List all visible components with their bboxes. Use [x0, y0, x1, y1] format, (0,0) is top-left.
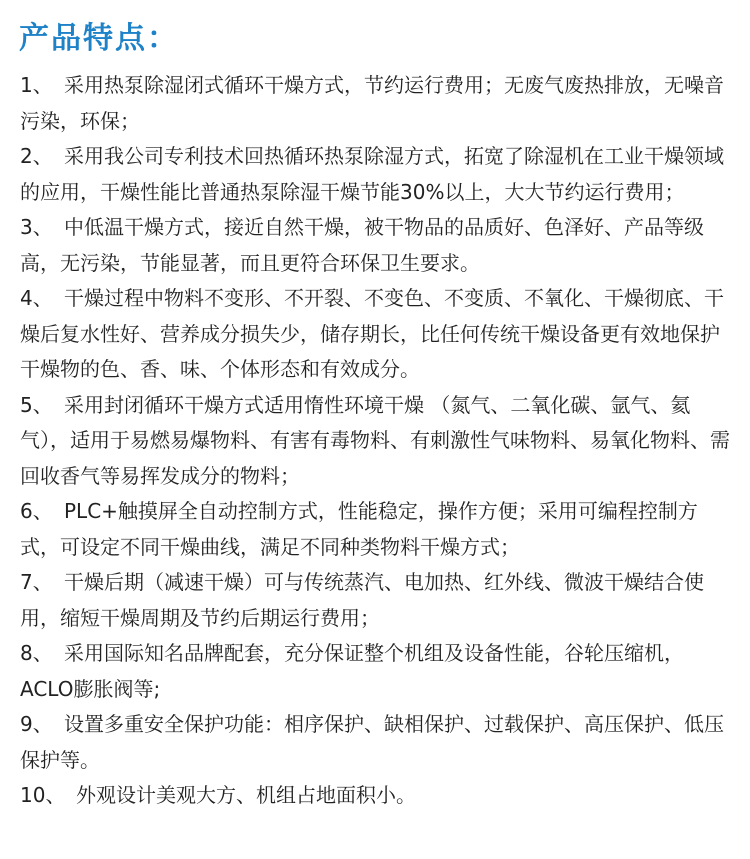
feature-text: 采用我公司专利技术回热循环热泵除湿方式，拓宽了除湿机在工业干燥领域的应用，干燥性能比普通热泵除湿干燥节能30%以上，大大节约运行费用； [20, 144, 724, 204]
feature-text: 设置多重安全保护功能：相序保护、缺相保护、过载保护、高压保护、低压保护等。 [20, 712, 724, 772]
feature-number: 3、 [20, 215, 53, 239]
feature-item [20, 281, 735, 388]
feature-number: 8、 [20, 641, 53, 665]
feature-number: 1、 [20, 73, 53, 97]
feature-item [20, 636, 735, 707]
feature-item [20, 210, 735, 281]
feature-text: 外观设计美观大方、机组占地面积小。 [76, 783, 416, 807]
feature-text: 采用国际知名品牌配套，充分保证整个机组及设备性能，谷轮压缩机，ACLO膨胀阀等; [20, 641, 684, 701]
feature-text: 中低温干燥方式，接近自然干燥，被干物品的品质好、色泽好、产品等级高，无污染，节能显著，而且更符合环保卫生要求。 [20, 215, 704, 275]
feature-number: 7、 [20, 570, 53, 594]
feature-item [20, 778, 735, 814]
feature-text: 采用封闭循环干燥方式适用惰性环境干燥 （氮气、二氧化碳、氩气、氦气），适用于易燃易爆物料、有害有毒物料、有刺激性气味物料、易氧化物料、需回收香气等易挥发成分的物料； [20, 392, 730, 488]
feature-number: 6、 [20, 499, 53, 523]
feature-item [20, 68, 735, 139]
feature-number: 2、 [20, 144, 53, 168]
feature-number: 4、 [20, 286, 53, 310]
feature-text: 干燥过程中物料不变形、不开裂、不变色、不变质、不氧化、干燥彻底、干燥后复水性好、营养成分损失少，储存期长，比任何传统干燥设备更有效地保护干燥物的色、香、味、个体形态和有效成分。 [20, 286, 724, 381]
feature-item [20, 494, 735, 565]
feature-number: 10、 [20, 783, 66, 807]
feature-text: 采用热泵除湿闭式循环干燥方式，节约运行费用；无废气废热排放，无噪音污染，环保； [20, 73, 724, 133]
feature-text: PLC+触摸屏全自动控制方式，性能稳定，操作方便；采用可编程控制方式，可设定不同干燥曲线，满足不同种类物料干燥方式； [20, 499, 698, 559]
feature-item [20, 388, 735, 495]
section-heading: 产品特点： [19, 21, 179, 56]
feature-number: 9、 [20, 712, 53, 736]
feature-item [20, 707, 735, 778]
feature-list [20, 68, 735, 814]
feature-number: 5、 [20, 392, 53, 417]
feature-item [20, 565, 735, 636]
feature-text: 干燥后期（减速干燥）可与传统蒸汽、电加热、红外线、微波干燥结合使用，缩短干燥周期及节约后期运行费用； [20, 570, 704, 630]
feature-item [20, 139, 735, 210]
